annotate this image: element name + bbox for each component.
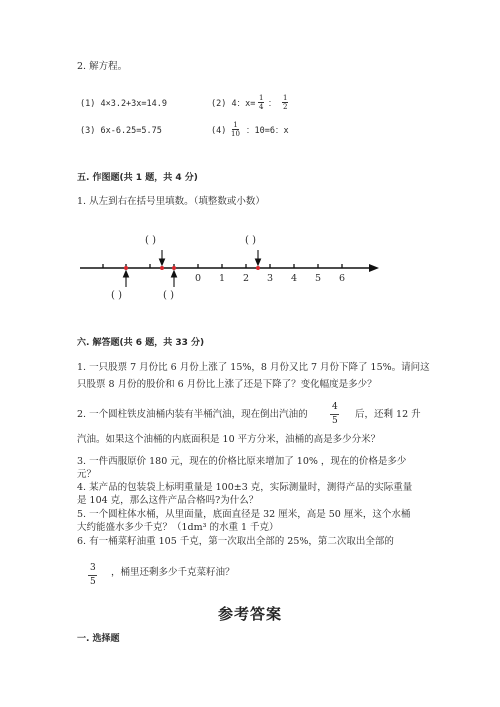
fraction-denominator: 4 [259,103,264,111]
fraction-numerator: 1 [283,94,288,102]
fraction-numerator: 1 [259,94,264,102]
fraction-denominator: 5 [332,416,338,426]
equation-1: (1) 4×3.2+3x=14.9 [80,99,167,109]
question-2-line-1b: 后，还剩 12 升 [355,409,421,420]
tick-label-4: 4 [291,273,298,284]
tick-label-6: 6 [339,273,346,284]
equation-4-suffix: ：10=6：x [246,126,289,136]
question-6-line-2: ，桶里还剩多少千克菜籽油？ [111,567,235,578]
equation-4-prefix: (4) [211,126,227,136]
question-6-line-1: 6. 有一桶菜籽油重 105 千克，第一次取出全部的 25%，第二次取出全部的 [77,536,394,547]
tick-label-2: 2 [243,273,250,284]
blank-bottom-2: ( ) [163,290,174,301]
question-4-line-2: 是 104 克，那么这件产品合格吗?为什么？ [77,495,259,506]
question-2-line-2: 汽油。如果这个油桶的内底面积是 10 平方分米，油桶的高是多少分米？ [77,434,381,445]
tick-label-1: 1 [219,273,226,284]
number-line-arrow-icon [369,264,379,272]
tick-label-5: 5 [315,273,322,284]
section-five-question-1: 1. 从左到右在括号里填数。（填整数或小数） [77,196,265,207]
equation-2-prefix: (2) 4：x= [211,99,256,109]
question-1-line-1: 1. 一只股票 7 月份比 6 月份上涨了 15%，8 月份又比 7 月份下降了 15%。请问这 [77,362,430,373]
section-six-title: 六. 解答题(共 6 题，共 33 分) [77,338,205,348]
fraction-numerator: 3 [90,563,96,573]
section-heading-solve: 2. 解方程。 [77,61,128,72]
question-5-line-1: 5. 一个圆柱体水桶，从里面量，底面直径是 32 厘米，高是 50 厘米，这个水桶 [77,509,411,520]
fraction-denominator: 5 [90,577,96,587]
tick-label-3: 3 [267,273,274,284]
question-3-line-1: 3. 一件西服原价 180 元，现在的价格比原来增加了 10% ，现在的价格是多少 [77,456,407,467]
question-1-line-2: 只股票 8 月份的股价和 6 月份比上涨了还是下降了？变化幅度是多少？ [77,379,377,390]
question-2-line-1a: 2. 一个圆柱铁皮油桶内装有半桶汽油，现在倒出汽油的 [77,409,308,420]
blank-bottom-1: ( ) [111,290,122,301]
answer-section-one-title: 一. 选择题 [77,634,120,644]
question-6-fraction [88,563,98,588]
section-five-title: 五. 作图题(共 1 题，共 4 分) [77,173,198,183]
fraction-denominator: 10 [231,130,240,138]
blank-top-2: ( ) [245,235,256,246]
equation-3: (3) 6x-6.25=5.75 [80,126,162,136]
equation-2-colon: ： [268,99,277,109]
question-2-fraction [330,402,340,427]
fraction-numerator: 4 [332,402,338,412]
question-3-line-2: 元？ [77,469,97,480]
fraction-denominator: 2 [283,103,288,111]
answer-key-title: 参考答案 [217,605,282,623]
tick-label-0: 0 [195,273,202,284]
question-4-line-1: 4. 某产品的包装袋上标明重量是 100±3 克，实际测量时，测得产品的实际重量 [77,482,413,493]
question-5-line-2: 大约能盛水多少千克？（1dm³ 的水重 1 千克） [77,522,279,533]
blank-top-1: ( ) [145,235,156,246]
fraction-numerator: 1 [233,121,238,129]
